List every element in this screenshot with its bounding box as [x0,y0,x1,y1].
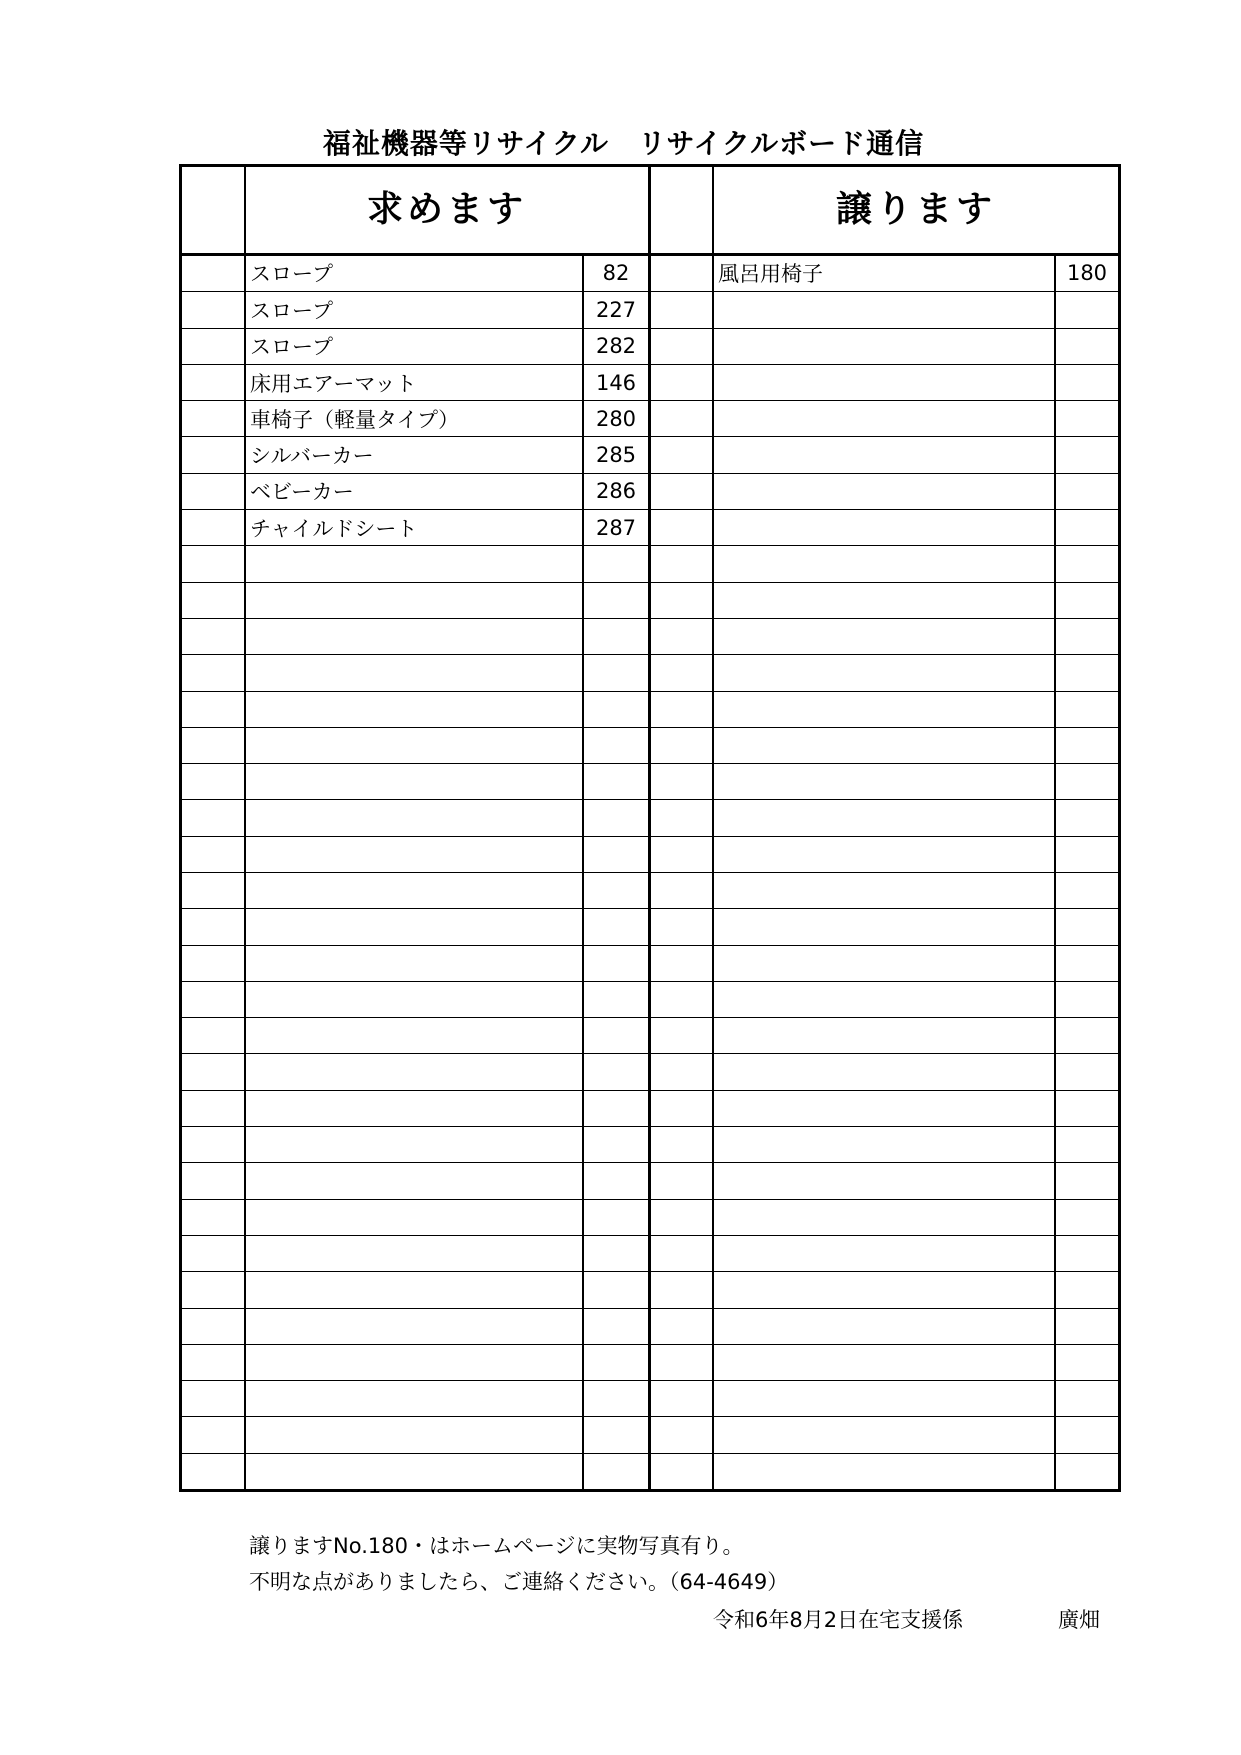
offered-item-name [714,873,1054,908]
offered-item-number [1056,474,1118,509]
recycle-board-table [179,164,1121,1492]
offered-item-name [714,437,1054,472]
table-row [182,1090,1118,1126]
wanted-item-name: 床用エアーマット [250,371,417,396]
offered-item-number [1056,728,1118,763]
wanted-item-number [584,800,648,835]
offered-item-number [1056,1272,1118,1307]
signoff-date-dept: 令和6年8月2日在宅支援係 [713,1608,964,1632]
wanted-item-name [246,655,582,690]
offered-item-number [1056,292,1118,327]
table-row [182,509,1118,545]
table-row [182,727,1118,763]
wanted-item-name [246,800,582,835]
offered-item-number [1056,655,1118,690]
offered-item-name [714,982,1054,1017]
wanted-item-name [246,1200,582,1235]
wanted-item-name: スロープ [250,262,333,287]
offered-item-number [1056,873,1118,908]
offered-item-number [1056,946,1118,981]
wanted-item-name [246,1309,582,1344]
wanted-item-number: 282 [595,334,637,359]
wanted-item-name [246,692,582,727]
wanted-item-name [246,1163,582,1198]
table-row [182,908,1118,944]
wanted-item-name [246,873,582,908]
wanted-item-name [246,619,582,654]
offered-item-name [714,1200,1054,1235]
wanted-item-number [584,655,648,690]
wanted-item-number [584,1345,648,1380]
wanted-item-number [584,1272,648,1307]
table-row [182,654,1118,690]
table-row [182,1416,1118,1452]
table-row [182,872,1118,908]
notes [249,1528,788,1600]
wanted-item-number [584,764,648,799]
offered-item-number [1056,1417,1118,1452]
wanted-item-name [246,1127,582,1162]
offered-item-name [714,292,1054,327]
offered-item-number [1056,437,1118,472]
offered-item-number [1056,1163,1118,1198]
wanted-item-number [584,1417,648,1452]
table-row [182,545,1118,581]
wanted-item-number [584,1091,648,1126]
offered-item-name [714,1054,1054,1089]
wanted-item-number [584,1236,648,1271]
note-line-2: 不明な点がありましたら、ご連絡ください。（64-4649） [249,1570,789,1594]
wanted-item-number [584,546,648,581]
offered-item-name [714,1309,1054,1344]
offered-item-number [1056,546,1118,581]
signoff-person: 廣畑 [1058,1608,1100,1632]
wanted-item-name [246,1381,582,1416]
wanted-item-name [246,1345,582,1380]
offered-item-name [714,1381,1054,1416]
page-title: 福祉機器等リサイクル リサイクルボード通信 [322,127,925,160]
table-row [182,981,1118,1017]
wanted-item-name [246,1454,582,1489]
table-row [182,1271,1118,1307]
offered-item-name [714,1417,1054,1452]
offered-item-name [714,1018,1054,1053]
table-row [182,1308,1118,1344]
wanted-item-name [246,1272,582,1307]
offered-item-number [1056,1236,1118,1271]
note-line-1: 譲りますNo.180・はホームページに実物写真有り。 [249,1534,744,1558]
table-row [182,1199,1118,1235]
table-row [182,1017,1118,1053]
offered-item-number [1056,401,1118,436]
wanted-item-name [246,1091,582,1126]
offered-item-number [1056,837,1118,872]
offered-item-number [1056,982,1118,1017]
wanted-item-name [246,728,582,763]
table-row [182,291,1118,327]
wanted-item-number: 285 [595,443,637,468]
offered-item-name [714,1091,1054,1126]
table-row [182,1053,1118,1089]
offered-item-name [714,655,1054,690]
table-row [182,364,1118,400]
table-row [182,1162,1118,1198]
offered-item-number [1056,1127,1118,1162]
table-row [182,1235,1118,1271]
wanted-item-name [246,1417,582,1452]
offered-item-name [714,365,1054,400]
offered-item-number [1056,365,1118,400]
wanted-item-name [246,982,582,1017]
wanted-item-name [246,546,582,581]
offered-item-number [1056,1054,1118,1089]
wanted-item-name [246,1236,582,1271]
header-offered: 譲ります [835,189,996,230]
wanted-item-number [584,873,648,908]
offered-item-number [1056,692,1118,727]
wanted-item-number [584,1054,648,1089]
offered-item-name [714,837,1054,872]
offered-item-number [1056,329,1118,364]
offered-item-name [714,692,1054,727]
wanted-item-number: 280 [595,406,637,431]
wanted-item-number [584,982,648,1017]
table-row [182,945,1118,981]
offered-item-name [714,1127,1054,1162]
offered-item-name [714,1345,1054,1380]
offered-item-number: 180 [1066,261,1108,286]
offered-item-name [714,546,1054,581]
wanted-item-number: 286 [595,479,637,504]
table-row [182,836,1118,872]
table-row [182,328,1118,364]
offered-item-name [714,800,1054,835]
table-row [182,799,1118,835]
table-row [182,1344,1118,1380]
offered-item-number [1056,1309,1118,1344]
offered-item-number [1056,764,1118,799]
wanted-item-number [584,583,648,618]
wanted-item-name [246,909,582,944]
offered-item-number [1056,619,1118,654]
wanted-item-number [584,1163,648,1198]
wanted-item-name [246,946,582,981]
wanted-item-number [584,837,648,872]
wanted-item-name [246,1018,582,1053]
table-row [182,763,1118,799]
offered-item-name [714,619,1054,654]
wanted-item-name: ベビーカー [250,480,354,505]
offered-item-name [714,583,1054,618]
wanted-item-name: チャイルドシート [250,516,418,541]
table-row [182,1380,1118,1416]
table-row [182,436,1118,472]
offered-item-name [714,946,1054,981]
wanted-item-number [584,1127,648,1162]
offered-item-number [1056,583,1118,618]
wanted-item-name [246,1054,582,1089]
wanted-item-number: 82 [602,261,630,286]
table-row [182,255,1118,291]
offered-item-name [714,329,1054,364]
offered-item-number [1056,1454,1118,1489]
table-row [182,582,1118,618]
wanted-item-number [584,728,648,763]
offered-item-name [714,510,1054,545]
offered-item-number [1056,1345,1118,1380]
offered-item-number [1056,1381,1118,1416]
offered-item-number [1056,510,1118,545]
header-wanted: 求めます [366,189,527,230]
wanted-item-number: 287 [595,515,637,540]
wanted-item-name [246,837,582,872]
table-row [182,691,1118,727]
offered-item-name [714,728,1054,763]
offered-item-name [714,401,1054,436]
offered-item-number [1056,1018,1118,1053]
offered-item-name: 風呂用椅子 [718,262,823,287]
wanted-item-number [584,1018,648,1053]
offered-item-name [714,474,1054,509]
wanted-item-name: シルバーカー [250,444,374,469]
wanted-item-number [584,1200,648,1235]
offered-item-name [714,1236,1054,1271]
table-row [182,1126,1118,1162]
table-row [182,1453,1118,1489]
wanted-item-name [246,583,582,618]
wanted-item-number [584,1309,648,1344]
wanted-item-number: 227 [595,297,637,322]
wanted-item-number [584,909,648,944]
offered-item-number [1056,1200,1118,1235]
wanted-item-name [246,764,582,799]
table-row [182,400,1118,436]
wanted-item-number [584,946,648,981]
offered-item-name [714,764,1054,799]
wanted-item-number [584,1454,648,1489]
offered-item-number [1056,909,1118,944]
table-row [182,473,1118,509]
wanted-item-number: 146 [595,370,637,395]
offered-item-number [1056,800,1118,835]
wanted-item-name: スロープ [250,298,333,323]
offered-item-name [714,1163,1054,1198]
wanted-item-name: 車椅子（軽量タイプ） [250,407,460,432]
wanted-item-name: スロープ [250,335,333,360]
wanted-item-number [584,1381,648,1416]
wanted-item-number [584,619,648,654]
offered-item-name [714,909,1054,944]
table-row [182,618,1118,654]
offered-item-number [1056,1091,1118,1126]
offered-item-name [714,1272,1054,1307]
board-rows [182,255,1118,1489]
offered-item-name [714,1454,1054,1489]
wanted-item-number [584,692,648,727]
